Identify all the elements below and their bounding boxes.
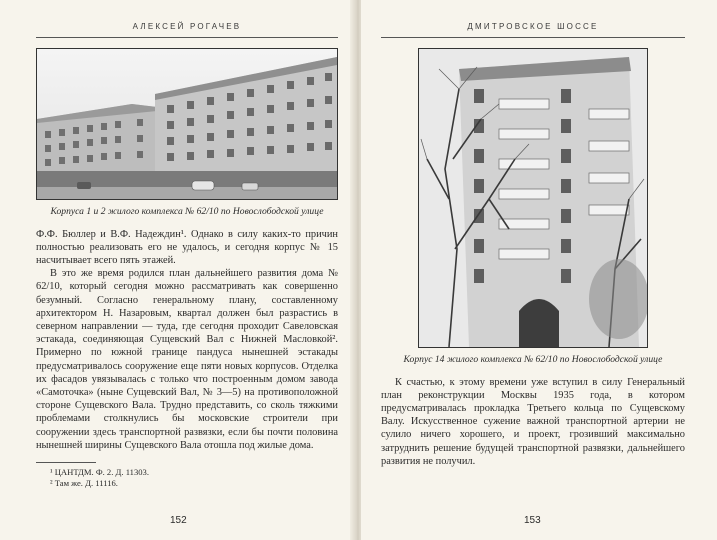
photo-caption-left: Корпуса 1 и 2 жилого комплекса № 62/10 по Новослободской улице <box>50 206 324 217</box>
paragraph: В это же время родился план дальнейшего развития дома № 62/10, который сегодня можно рассматривать как совершенно безумный. Согласно генеральному плану, составленному архитектором Н. Назаровым, квартал должен был разрастись в северном направлении — туда, где сегодня проходит Савеловская эстакада, соединяющая Сущевский Вал с Нижней Масловкой². Примерно по южной границе пандуса нынешней эстакады предусматривалось сооружение еще пяти новых корпусов. Отделка их фасадов увязывалась с только что построенным домом завода «Самоточка» (ныне Сущевский Вал, № 3—5) на противоположной стороне Сущевского Вала. Трудно представить, со сколь тяжкими проблемами столкнулись бы московские строители при сооружении здесь транспортной развязки, если бы почти половина нынешней ширины Сущевского Вала отошла под жилые дома. <box>36 268 338 451</box>
photo-tall-building-drawing <box>419 49 647 347</box>
photo-apartment-buildings <box>36 48 338 200</box>
running-head-left: АЛЕКСЕЙ РОГАЧЕВ <box>132 22 242 31</box>
page-number-right: 153 <box>524 515 541 526</box>
page-number-left: 152 <box>170 515 187 526</box>
right-page <box>361 0 717 540</box>
header-rule-right <box>381 37 685 38</box>
body-text-right <box>381 376 685 468</box>
photo-caption-right: Корпус 14 жилого комплекса № 62/10 по Новослободской улице <box>403 354 663 365</box>
footnote: ² Там же. Д. 11116. <box>50 477 118 488</box>
header-rule-left <box>36 37 338 38</box>
paragraph: К счастью, к этому времени уже вступил в силу Генеральный план реконструкции Москвы 1935 года, в котором предусматривалась прокладка Третьего кольца по Сущевскому Валу. Искусственное сужение важной транспортной артерии не сулило ничего хорошего, и проект, грозивший максимально затруднить решение будущей транспортной развязки, дальнейшего развития не получил. <box>381 376 685 467</box>
photo-apartment-buildings-drawing <box>37 49 337 199</box>
paragraph: Ф.Ф. Бюллер и В.Ф. Надеждин¹. Однако в силу каких-то причин полностью реализовать его не удалось, и сегодня корпус № 15 насчитывает всего пять этажей. <box>36 228 338 266</box>
body-text-left <box>36 228 338 452</box>
left-page <box>0 0 356 540</box>
footnote-rule <box>36 462 96 463</box>
footnote: ¹ ЦАНТДМ. Ф. 2. Д. 11303. <box>50 466 150 477</box>
photo-tall-building <box>418 48 648 348</box>
running-head-right: ДМИТРОВСКОЕ ШОССЕ <box>467 22 599 31</box>
